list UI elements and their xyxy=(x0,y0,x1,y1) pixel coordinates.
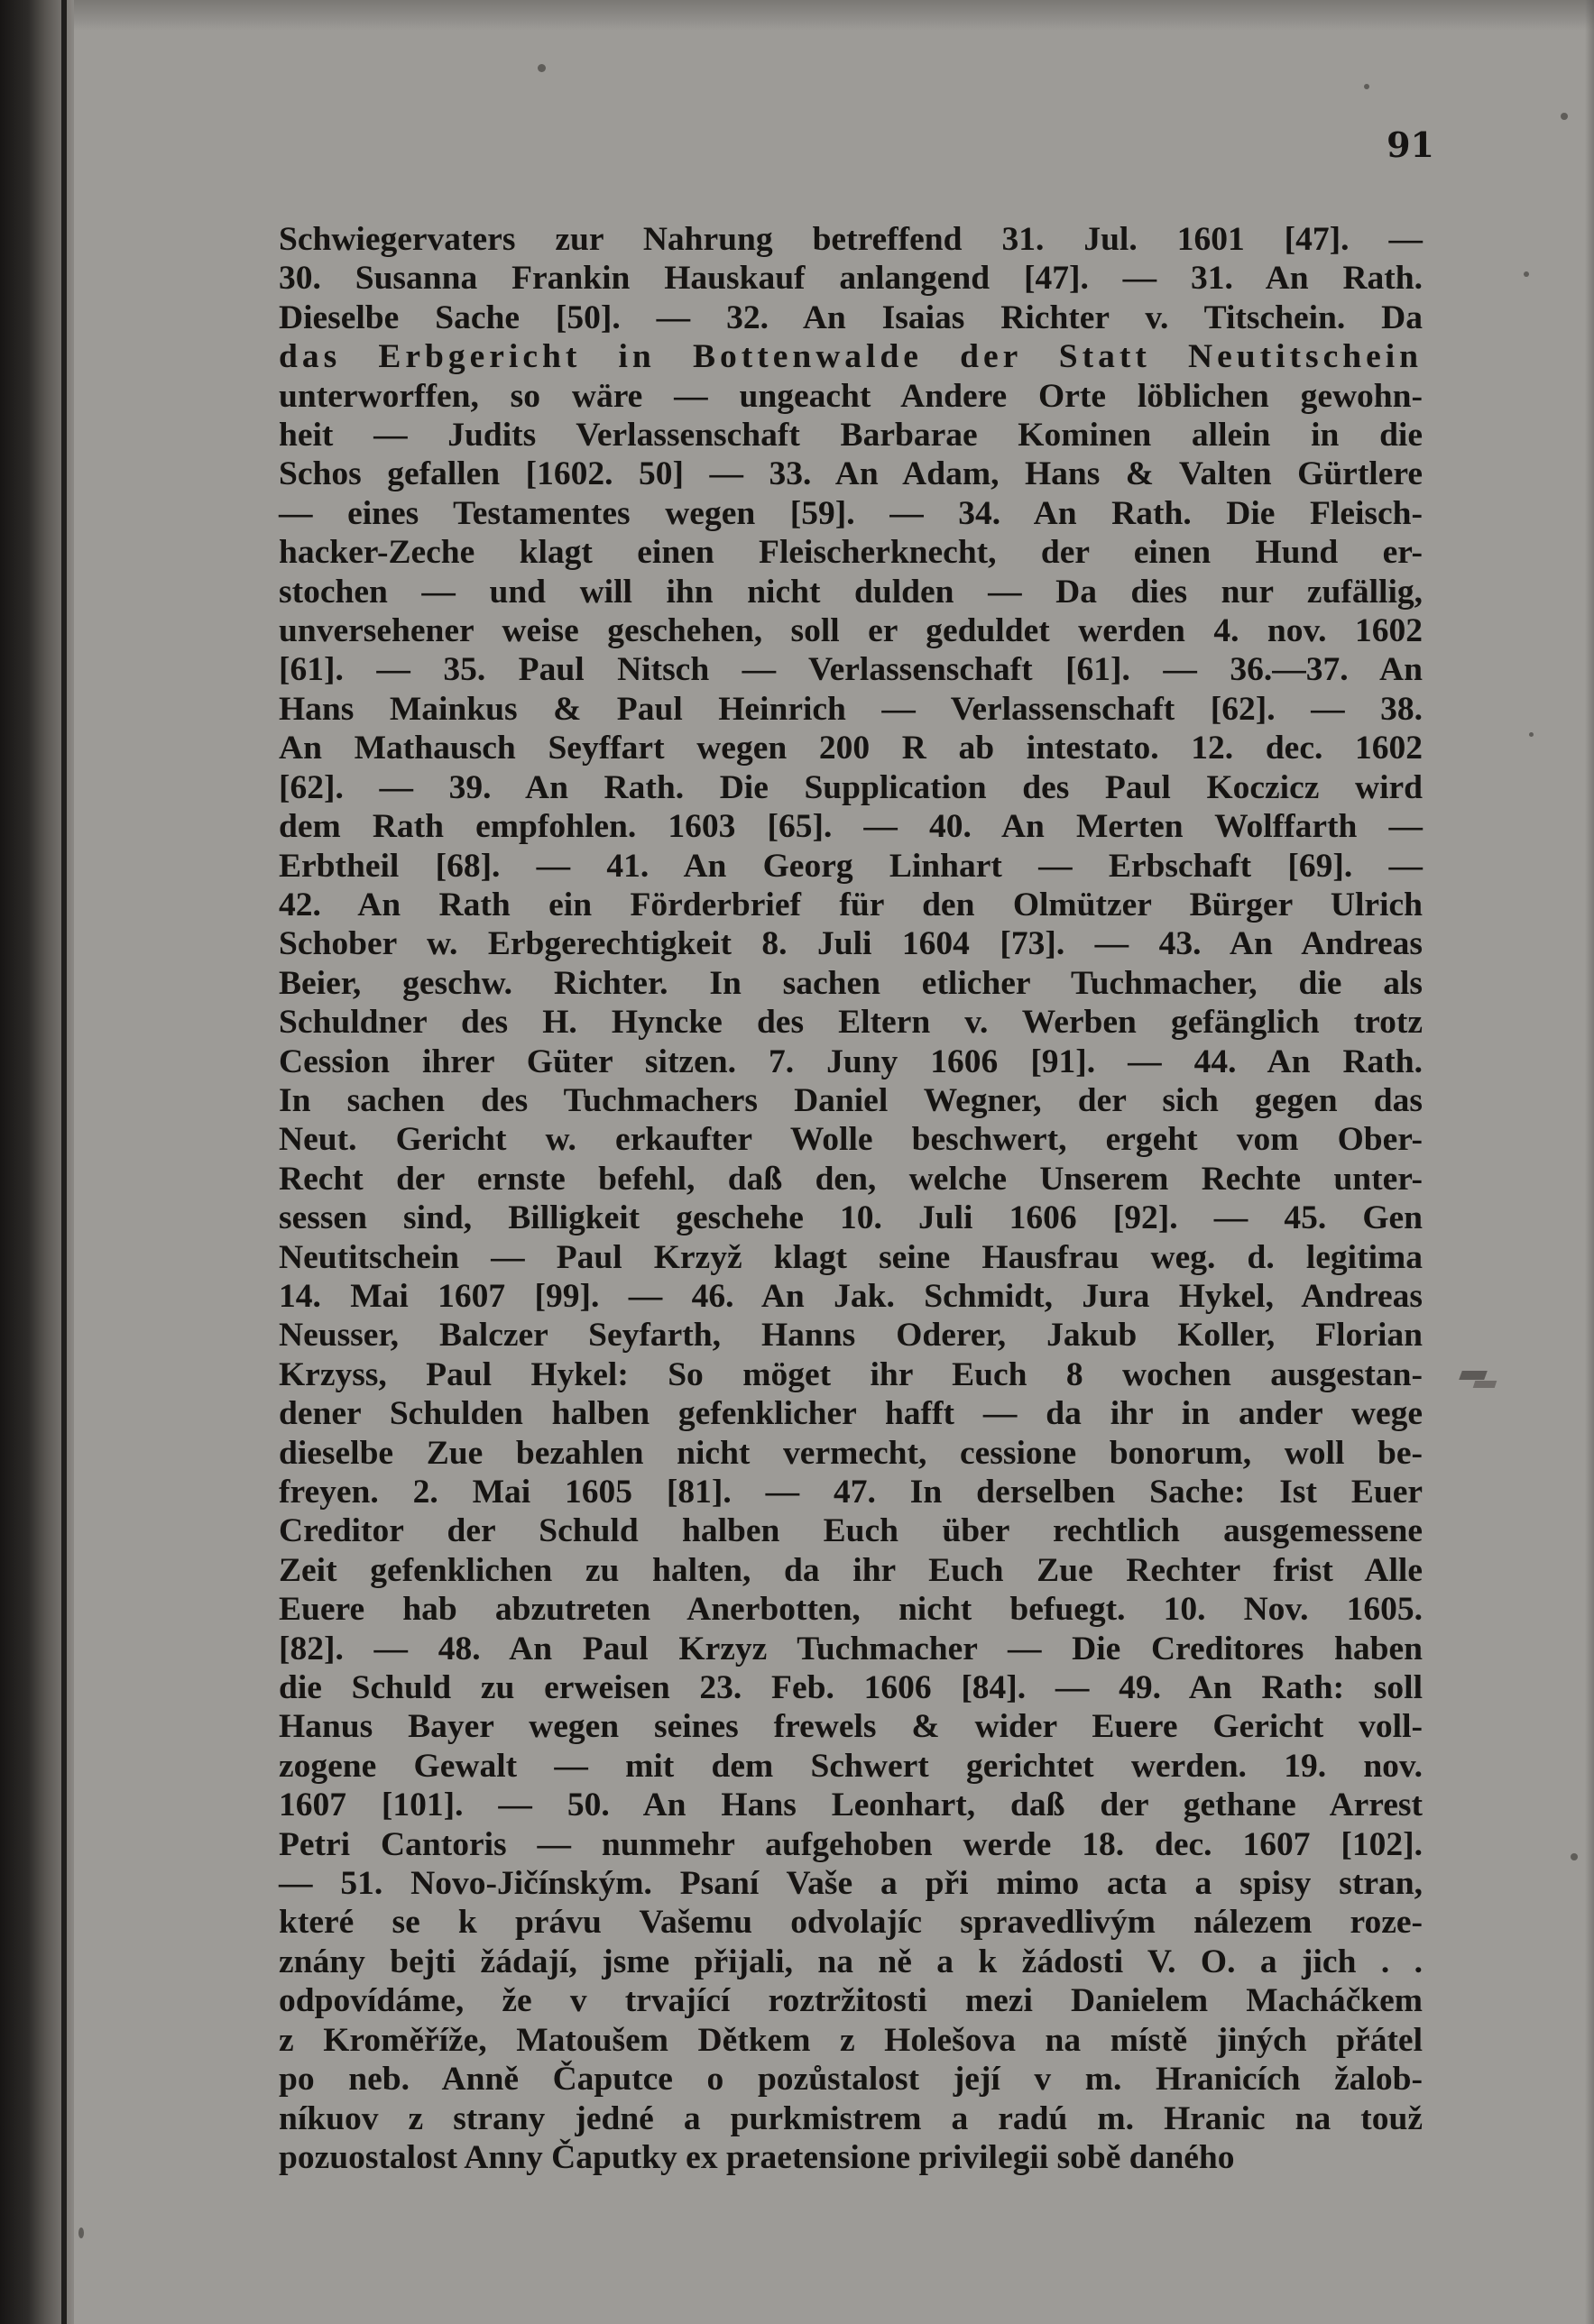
text-line-31: dener Schulden halben gefenklicher hafft — da ihr in ander wege xyxy=(279,1395,1423,1433)
text-line-20: Beier, geschw. Richter. In sachen etlicher Tuchmacher, die als xyxy=(279,964,1423,1002)
text-line-30: Krzyss, Paul Hykel: So möget ihr Euch 8 wochen ausgestan- xyxy=(279,1355,1423,1393)
margin-ink-mark-secondary xyxy=(1473,1381,1497,1388)
scan-speck xyxy=(1524,271,1529,277)
text-line-25: Recht der ernste befehl, daß den, welche Unserem Rechte unter- xyxy=(279,1160,1423,1198)
text-line-4: das Erbgericht in Bottenwalde der Statt Neutitschein xyxy=(279,338,1423,376)
text-line-32: dieselbe Zue bezahlen nicht vermecht, cessione bonorum, woll be- xyxy=(279,1434,1423,1472)
scan-speck xyxy=(1364,84,1369,89)
text-line-29: Neusser, Balczer Seyfarth, Hanns Oderer, Jakub Koller, Florian xyxy=(279,1317,1423,1355)
scan-speck xyxy=(78,2228,84,2238)
binding-edge-line xyxy=(61,0,67,2324)
text-line-8: — eines Testamentes wegen [59]. — 34. An Rath. Die Fleisch- xyxy=(279,494,1423,532)
text-line-6: heit — Judits Verlassenschaft Barbarae Kominen allein in die xyxy=(279,417,1423,455)
text-line-24: Neut. Gericht w. erkaufter Wolle beschwert, ergeht vom Ober- xyxy=(279,1121,1423,1159)
text-line-22: Cession ihrer Güter sitzen. 7. Juny 1606 [91]. — 44. An Rath. xyxy=(279,1043,1423,1080)
text-line-10: stochen — und will ihn nicht dulden — Da dies nur zufällig, xyxy=(279,573,1423,611)
text-line-7: Schos gefallen [1602. 50] — 33. An Adam, Hans & Valten Gürtlere xyxy=(279,455,1423,493)
text-line-49: níkuov z strany jedné a purkmistrem a radú m. Hranic na touž xyxy=(279,2099,1423,2137)
text-line-33: freyen. 2. Mai 1605 [81]. — 47. In derselben Sache: Ist Euer xyxy=(279,1474,1423,1511)
top-page-shadow xyxy=(74,0,1594,31)
text-line-5: unterworffen, so wäre — ungeacht Andere Orte löblichen gewohn- xyxy=(279,377,1423,415)
scan-speck xyxy=(538,64,546,72)
text-line-35: Zeit gefenklichen zu halten, da ihr Euch Zue Rechter frist Alle xyxy=(279,1551,1423,1589)
text-line-40: zogene Gewalt — mit dem Schwert gerichtet werden. 19. nov. xyxy=(279,1747,1423,1785)
text-line-27: Neutitschein — Paul Krzyž klagt seine Hausfrau weg. d. legitima xyxy=(279,1238,1423,1276)
text-line-45: znány bejti žádají, jsme přijali, na ně a k žádosti V. O. a jich . . xyxy=(279,1943,1423,1980)
text-line-34: Creditor der Schuld halben Euch über rechtlich ausgemessene xyxy=(279,1512,1423,1550)
text-line-16: dem Rath empfohlen. 1603 [65]. — 40. An Merten Wolffarth — xyxy=(279,808,1423,846)
text-line-17: Erbtheil [68]. — 41. An Georg Linhart — Erbschaft [69]. — xyxy=(279,847,1423,885)
text-line-47: z Kroměříže, Matoušem Dětkem z Holešova na místě jiných přátel xyxy=(279,2021,1423,2059)
text-line-38: die Schuld zu erweisen 23. Feb. 1606 [84]. — 49. An Rath: soll xyxy=(279,1669,1423,1707)
text-line-12: [61]. — 35. Paul Nitsch — Verlassenschaft [61]. — 36.—37. An xyxy=(279,651,1423,689)
text-line-23: In sachen des Tuchmachers Daniel Wegner, der sich gegen das xyxy=(279,1081,1423,1119)
right-page-edge xyxy=(1585,0,1594,2324)
text-line-43: — 51. Novo-Jičínským. Psaní Vaše a při mimo acta a spisy stran, xyxy=(279,1865,1423,1903)
text-line-19: Schober w. Erbgerechtigkeit 8. Juli 1604 [73]. — 43. An Andreas xyxy=(279,925,1423,963)
text-line-18: 42. An Rath ein Förderbrief für den Olmützer Bürger Ulrich xyxy=(279,886,1423,923)
text-line-11: unversehener weise geschehen, soll er geduldet werden 4. nov. 1602 xyxy=(279,612,1423,650)
text-line-44: které se k právu Vašemu odvolajíc spravedlivým nálezem roze- xyxy=(279,1904,1423,1942)
text-line-21: Schuldner des H. Hyncke des Eltern v. Werben gefänglich trotz xyxy=(279,1004,1423,1042)
text-line-36: Euere hab abzutreten Anerbotten, nicht befuegt. 10. Nov. 1605. xyxy=(279,1591,1423,1629)
text-line-39: Hanus Bayer wegen seines frewels & wider Euere Gericht voll- xyxy=(279,1708,1423,1746)
page-number: 91 xyxy=(1387,124,1434,165)
text-line-50: pozuostalost Anny Čaputky ex praetensione privilegii sobě daného xyxy=(279,2138,1235,2176)
text-line-26: sessen sind, Billigkeit geschehe 10. Juli 1606 [92]. — 45. Gen xyxy=(279,1199,1423,1237)
text-line-28: 14. Mai 1607 [99]. — 46. An Jak. Schmidt, Jura Hykel, Andreas xyxy=(279,1277,1423,1315)
text-line-3: Dieselbe Sache [50]. — 32. An Isaias Richter v. Titschein. Da xyxy=(279,299,1423,336)
text-line-1: Schwiegervaters zur Nahrung betreffend 31. Jul. 1601 [47]. — xyxy=(279,221,1423,258)
text-line-15: [62]. — 39. An Rath. Die Supplication des Paul Koczicz wird xyxy=(279,768,1423,806)
text-line-9: hacker-Zeche klagt einen Fleischerknecht, der einen Hund er- xyxy=(279,534,1423,572)
body-text xyxy=(279,220,1423,2177)
text-line-42: Petri Cantoris — nunmehr aufgehoben werde 18. dec. 1607 [102]. xyxy=(279,1825,1423,1863)
text-line-2: 30. Susanna Frankin Hauskauf anlangend [47]. — 31. An Rath. xyxy=(279,260,1423,298)
scan-speck xyxy=(1571,1853,1578,1860)
scan-speck xyxy=(1529,732,1534,737)
scan-speck xyxy=(1561,113,1568,120)
text-line-14: An Mathausch Seyffart wegen 200 R ab intestato. 12. dec. 1602 xyxy=(279,730,1423,767)
text-line-41: 1607 [101]. — 50. An Hans Leonhart, daß der gethane Arrest xyxy=(279,1787,1423,1824)
text-line-46: odpovídáme, že v trvající roztržitosti mezi Danielem Macháčkem xyxy=(279,1982,1423,2020)
margin-ink-mark xyxy=(1459,1371,1488,1380)
text-line-13: Hans Mainkus & Paul Heinrich — Verlassenschaft [62]. — 38. xyxy=(279,690,1423,728)
text-line-37: [82]. — 48. An Paul Krzyz Tuchmacher — Die Creditores haben xyxy=(279,1630,1423,1667)
text-line-48: po neb. Anně Čaputce o pozůstalost její v m. Hranicích žalob- xyxy=(279,2061,1423,2099)
